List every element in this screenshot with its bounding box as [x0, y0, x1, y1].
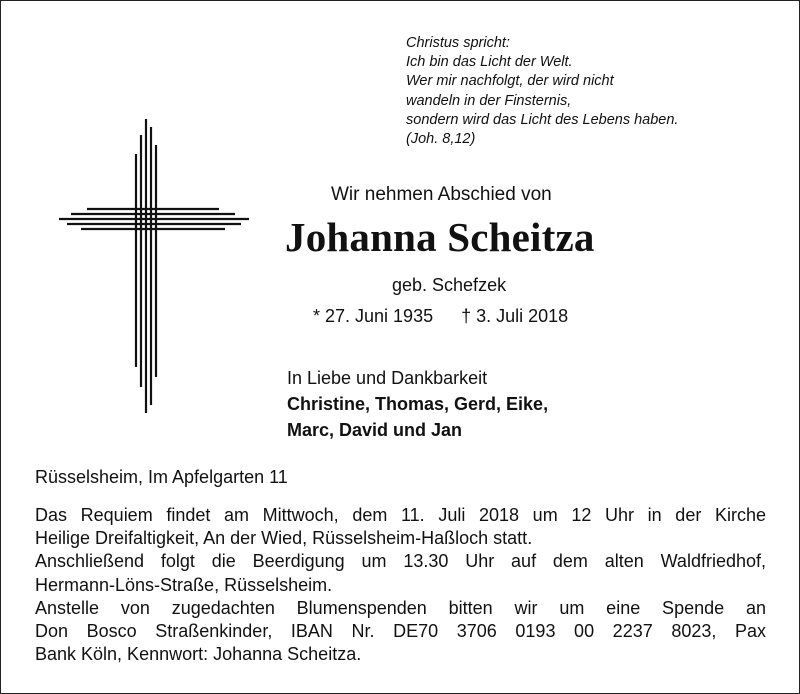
mourners-block — [287, 365, 548, 443]
farewell-intro: Wir nehmen Abschied von — [331, 184, 552, 205]
deceased-name: Johanna Scheitza — [285, 214, 595, 260]
quote-reference: (Joh. 8,12) — [406, 131, 476, 148]
maiden-name: geb. Schefzek — [392, 275, 507, 295]
details-line: Das Requiem findet am Mittwoch, dem 11. Juli 2018 um 12 Uhr in der Kirche — [35, 505, 766, 525]
quote-line: Wer mir nachfolgt, der wird nicht — [406, 73, 614, 90]
quote-line: Ich bin das Licht der Welt. — [406, 54, 573, 71]
details-line: Anschließend folgt die Beerdigung um 13.30 Uhr auf dem alten Waldfriedhof, — [35, 551, 766, 572]
mourners-names: Christine, Thomas, Gerd, Eike, — [287, 394, 549, 414]
life-dates — [313, 306, 568, 327]
birth-date: * 27. Juni 1935 — [313, 306, 434, 326]
cross-icon — [59, 119, 249, 419]
quote-line: Christus spricht: — [406, 35, 510, 51]
family-address: Rüsselsheim, Im Apfelgarten 11 — [35, 467, 288, 487]
mourners-names: Marc, David und Jan — [287, 420, 463, 440]
details-line: Heilige Dreifaltigkeit, An der Wied, Rüsselsheim-Haßloch statt. — [35, 528, 533, 549]
death-date: † 3. Juli 2018 — [461, 306, 569, 326]
details-line: Don Bosco Straßenkinder, IBAN Nr. DE70 3706 0193 00 2237 8023, Pax — [35, 621, 766, 642]
quote-line: sondern wird das Licht des Lebens haben. — [406, 111, 679, 128]
details-line: Hermann-Löns-Straße, Rüsselsheim. — [35, 574, 333, 595]
details-line: Anstelle von zugedachten Blumenspenden bitten wir um eine Spende an — [35, 597, 766, 618]
mourners-intro: In Liebe und Dankbarkeit — [287, 368, 488, 388]
bible-quote — [406, 34, 678, 149]
quote-line: wandeln in der Finsternis, — [406, 92, 572, 109]
details-line: Bank Köln, Kennwort: Johanna Scheitza. — [35, 644, 362, 665]
service-details — [35, 504, 766, 666]
